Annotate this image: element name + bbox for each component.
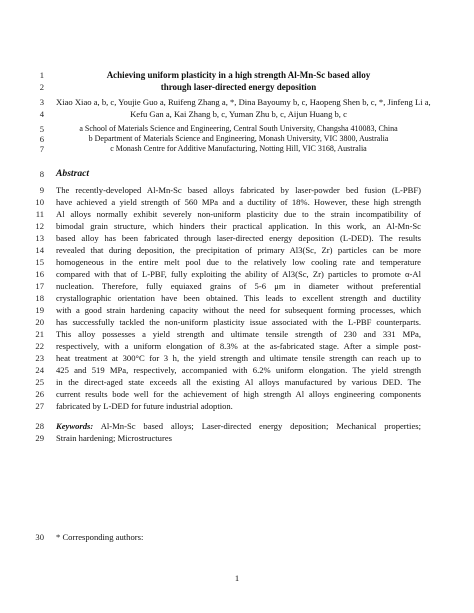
keywords-label: Keywords: <box>56 421 94 431</box>
affiliation-c: c Monash Centre for Additive Manufacturing, Notting Hill, VIC 3168, Australia <box>110 144 367 153</box>
abstract-line: bimodal grain structure, which hinders their practical application. In this work, an Al-Mn-Sc <box>56 221 421 231</box>
corresponding-authors-footnote: * Corresponding authors: <box>56 532 144 542</box>
line-number: 21 <box>35 329 44 339</box>
abstract-line: have achieved a yield strength of 560 MPa and a ductility of 18%. However, these high strength <box>56 197 421 207</box>
line-number: 24 <box>35 365 44 375</box>
abstract-line: nucleation. Therefore, fully equiaxed grains of 5-6 μm in diameter without preferential <box>56 281 421 291</box>
line-number: 28 <box>35 421 44 431</box>
line-number: 23 <box>35 353 44 363</box>
abstract-line: fabricated by L-DED for future industrial adoption. <box>56 401 233 411</box>
paper-title-line-2: through laser-directed energy deposition <box>160 82 317 92</box>
abstract-line: 425 and 519 MPa, respectively, accompanied with 6.2% uniform elongation. The yield strength <box>56 365 421 375</box>
abstract-line: revealed that during deposition, the precipitation of primary Al3(Sc, Zr) particles can be more <box>56 245 421 255</box>
page-number: 1 <box>234 573 240 583</box>
abstract-line: homogeneous in the entire melt pool due to the relatively low cooling rate and temperature <box>56 257 421 267</box>
line-number: 1 <box>39 70 44 80</box>
abstract-line: This alloy possesses a yield strength and ultimate tensile strength of 230 and 331 MPa, <box>56 329 421 339</box>
keywords-line-2: Strain hardening; Microstructures <box>56 433 172 443</box>
abstract-line: respectively, with a uniform elongation of 8.3% at the as-fabricated stage. After a simple post- <box>56 341 421 351</box>
abstract-line: compared with that of L-PBF, fully exploiting the ability of Al3(Sc, Zr) particles to promote α-Al <box>56 269 421 279</box>
abstract-line: with a good strain hardening capacity without the need for subsequent forming processes, which <box>56 305 421 315</box>
line-number: 30 <box>35 532 44 542</box>
affiliation-b: b Department of Materials Science and Engineering, Monash University, VIC 3800, Australia <box>88 134 389 143</box>
abstract-line: Al alloys normally exhibit severely non-uniform plasticity due to the strain incompatibility of <box>56 209 421 219</box>
line-number: 5 <box>39 124 44 134</box>
abstract-line: The recently-developed Al-Mn-Sc based alloys fabricated by laser-powder bed fusion (L-PBF) <box>56 185 421 195</box>
abstract-line: current results bode well for the achievement of high strength Al alloys engineering components <box>56 389 421 399</box>
author-list-line-2: Kefu Gan a, Kai Zhang b, c, Yuman Zhu b, c, Aijun Huang b, c <box>130 109 347 119</box>
line-number: 14 <box>35 245 44 255</box>
abstract-line: has successfully tackled the non-uniform plasticity issue associated with the L-PBF counterparts. <box>56 317 421 327</box>
abstract-line: heat treatment at 300°C for 3 h, the yield strength and ultimate tensile strength can reach up to <box>56 353 421 363</box>
line-number: 6 <box>39 134 44 144</box>
line-number: 22 <box>35 341 44 351</box>
line-number: 18 <box>35 293 44 303</box>
keywords-text: Al-Mn-Sc based alloys; Laser-directed energy deposition; Mechanical properties; <box>100 421 421 431</box>
paper-title-line-1: Achieving uniform plasticity in a high strength Al-Mn-Sc based alloy <box>106 70 371 80</box>
line-number: 11 <box>35 209 44 219</box>
author-list-line-1: Xiao Xiao a, b, c, Youjie Guo a, Ruifeng Zhang a, *, Dina Bayoumy b, c, Haopeng Shen b, c, *, Jinfeng Li a, <box>56 97 431 107</box>
line-number: 10 <box>35 197 44 207</box>
line-number: 29 <box>35 433 44 443</box>
abstract-heading: Abstract <box>56 168 90 179</box>
line-number: 20 <box>35 317 44 327</box>
line-number: 16 <box>35 269 44 279</box>
abstract-line: in the direct-aged state exceeds all the existing Al alloys manufactured by various DED. The <box>56 377 421 387</box>
line-number: 27 <box>35 401 44 411</box>
abstract-line: based alloy has been fabricated through laser-directed energy deposition (L-DED). The results <box>56 233 421 243</box>
affiliation-a: a School of Materials Science and Engineering, Central South University, Changsha 410083, China <box>79 124 398 133</box>
line-number: 4 <box>39 109 44 119</box>
abstract-line: crystallographic orientation have been obtained. This leads to excellent strength and ductility <box>56 293 421 303</box>
line-number: 19 <box>35 305 44 315</box>
line-number: 26 <box>35 389 44 399</box>
line-number: 7 <box>39 144 44 154</box>
keywords-line-1 <box>56 421 421 431</box>
line-number: 2 <box>39 82 44 92</box>
line-number: 12 <box>35 221 44 231</box>
line-number: 3 <box>39 97 44 107</box>
line-number: 9 <box>39 185 44 195</box>
line-number: 8 <box>39 169 44 179</box>
line-number: 17 <box>35 281 44 291</box>
line-number: 13 <box>35 233 44 243</box>
line-number: 15 <box>35 257 44 267</box>
line-number: 25 <box>35 377 44 387</box>
